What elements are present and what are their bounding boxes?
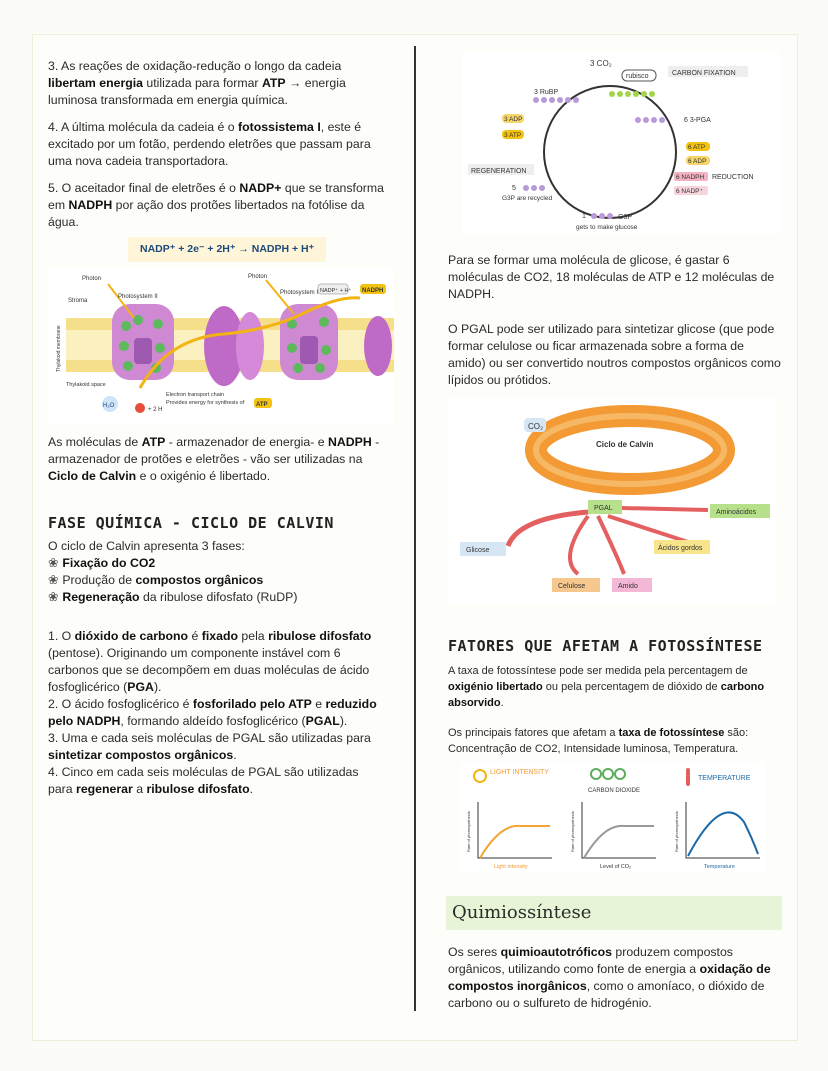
- flower-icon: ❀: [48, 590, 59, 604]
- factors-heading: FATORES QUE AFETAM A FOTOSSÍNTESE: [448, 637, 763, 655]
- atp-badge: ATP: [256, 402, 268, 408]
- light-label: LIGHT INTENSITY: [490, 769, 549, 776]
- temp-label: TEMPERATURE: [698, 775, 751, 782]
- factors-section: [448, 638, 784, 757]
- step-1: 1. O dióxido de carbono é fixado pela ribulose difosfato (pentose). Originando um componente instável com 6 carbonos que se decompõem em duas moléculas de ácido fosfoglicérico (PGA).: [48, 629, 372, 694]
- co2-label: 3 CO₂: [590, 59, 612, 68]
- rubisco-label: rubisco: [626, 73, 649, 80]
- g3p-recycled-count: 5: [512, 185, 516, 192]
- co2-label: CO₂: [528, 422, 544, 431]
- chemosynthesis-section: [448, 944, 784, 1012]
- water-label: H₂O: [103, 403, 115, 409]
- column-divider: [414, 46, 416, 1011]
- step-3: 3. Uma e cada seis moléculas de PGAL são utilizadas para sintetizar compostos orgânicos.: [48, 731, 371, 762]
- stroma-label: Stroma: [68, 298, 88, 304]
- regeneration-label: REGENERATION: [471, 168, 527, 175]
- paragraph-rate: A taxa de fotossíntese pode ser medida pela percentagem de oxigénio libertado ou pela percentagem de dióxido de carbono absorvido.: [448, 665, 765, 709]
- thylakoid-space-label: Thylakoid space: [66, 382, 106, 388]
- paragraph-pgal: O PGAL pode ser utilizado para sintetizar glicose (que pode formar celulose ou ficar armazenada sobre a forma de amido) ou ser convertido noutros compostos orgânicos como lípidos ou prótidos.: [448, 322, 781, 387]
- phase-item: ❀ Regeneração da ribulose difosfato (RuDP): [48, 590, 298, 604]
- paragraph-glucose: Para se formar uma molécula de glicose, é gastar 6 moléculas de CO2, 18 moléculas de ATP e 12 moléculas de NADPH.: [448, 253, 775, 301]
- phase-item: ❀ Fixação do CO2: [48, 556, 156, 570]
- amino-box: Aminoácidos: [716, 509, 757, 516]
- step-4: 4. Cinco em cada seis moléculas de PGAL são utilizadas para regenerar a ribulose difosfato.: [48, 765, 359, 796]
- left-column-lower: [48, 434, 384, 798]
- right-column: [448, 252, 784, 389]
- ps2-label: Photosystem II: [118, 294, 158, 300]
- calvin-heading: FASE QUÍMICA - CICLO DE CALVIN: [48, 514, 334, 532]
- photosystem-ii-complex: [112, 304, 174, 380]
- chemosynthesis-heading: Quimiossíntese: [446, 896, 782, 930]
- thermometer-icon: [686, 768, 690, 786]
- adp-out-label: 6 ADP: [688, 158, 707, 165]
- acidos-box: Ácidos gordos: [658, 545, 703, 552]
- fixation-label: CARBON FIXATION: [672, 70, 736, 77]
- calvin-cycle-figure: [462, 52, 780, 234]
- glicose-box: Glicose: [466, 547, 490, 554]
- pga-label: 6 3-PGA: [684, 117, 711, 124]
- ylabel-1: Rate of photosynthesis: [466, 811, 471, 852]
- nadph-badge: NADPH: [362, 288, 384, 294]
- pgal-box: PGAL: [594, 505, 613, 512]
- amido-box: Amido: [618, 583, 638, 590]
- paragraph-factors: Os principais fatores que afetam a taxa de fotossíntese são: Concentração de CO2, Intensidade luminosa, Temperatura.: [448, 727, 749, 755]
- celulose-box: Celulose: [558, 583, 586, 590]
- paragraph-atp-nadph: As moléculas de ATP - armazenador de energia- e NADPH - armazenador de protões e eletrões - vão ser utilizadas na Ciclo de Calvin e o oxigénio é libertado.: [48, 435, 380, 483]
- calvin-intro: O ciclo de Calvin apresenta 3 fases:: [48, 539, 245, 553]
- phase-item: ❀ Produção de compostos orgânicos: [48, 573, 264, 587]
- factors-graphs: [460, 762, 766, 872]
- atp-label: 3 ATP: [504, 132, 522, 139]
- g3p-out-count: 1: [582, 213, 586, 220]
- xlabel-3: Temperature: [704, 864, 735, 870]
- nadph-equation: NADP⁺ + 2e⁻ + 2H⁺ → NADPH + H⁺: [128, 237, 326, 262]
- photosystem-i-complex: [280, 304, 338, 380]
- ylabel-3: Rate of photosynthesis: [674, 811, 679, 852]
- xlabel-1: Light intensity: [494, 864, 528, 870]
- paragraph-redox: 3. As reações de oxidação-redução o longo da cadeia libertam energia utilizada para formar ATP → energia luminosa transformada em energia química.: [48, 59, 346, 107]
- adp-label: 3 ADP: [504, 116, 523, 123]
- left-column: [48, 58, 384, 262]
- ylabel-2: Rate of photosynthesis: [570, 811, 575, 852]
- thylakoid-membrane-figure: [48, 268, 394, 424]
- co2-factor-label: CARBON DIOXIDE: [588, 788, 641, 794]
- reduction-label: REDUCTION: [712, 174, 754, 181]
- paragraph-chemosynthesis: Os seres quimioautotróficos produzem compostos orgânicos, utilizando como fonte de energia a oxidação de compostos inorgânicos, como o amoníaco, o dióxido de carbono ou o sulfureto de hidrogénio.: [448, 945, 771, 1010]
- ps1-label: Photosystem I: [280, 290, 319, 296]
- flower-icon: ❀: [48, 556, 59, 570]
- cytochrome-complex: [204, 306, 264, 386]
- step-2: 2. O ácido fosfoglicérico é fosforilado pelo ATP e reduzido pelo NADPH, formando aldeído fosfoglicérico (PGAL).: [48, 697, 377, 728]
- h-label: + 2 H: [148, 407, 163, 413]
- nadp-label: 6 NADP⁺: [676, 188, 703, 195]
- photon-label-2: Photon: [248, 274, 268, 280]
- flower-icon: ❀: [48, 573, 59, 587]
- rubp-label: 3 RuBP: [534, 89, 559, 96]
- thylakoid-membrane-label: Thylakoid membrane: [56, 325, 62, 372]
- xlabel-2: Level of CO₂: [600, 864, 632, 870]
- calvin-products-figure: [448, 398, 776, 604]
- nadp-label: NADP⁺ + H⁺: [320, 288, 352, 294]
- paragraph-photosystem: 4. A última molécula da cadeia é o fotossistema I, este é excitado por um fotão, perdendo eletrões que passam para uma nova cadeia transportadora.: [48, 120, 371, 168]
- etc-provides-label: Provides energy for synthesis of: [166, 400, 245, 406]
- nadph-label: 6 NADPH: [676, 174, 705, 181]
- photon-label-1: Photon: [82, 276, 102, 282]
- g3p-out-label: G3P: [618, 214, 633, 221]
- etc-label: Electron transport chain: [166, 392, 225, 398]
- glucose-label: gets to make glucose: [576, 224, 638, 231]
- g3p-recycled-label: G3P are recycled: [502, 195, 553, 202]
- cycle-label: Ciclo de Calvin: [596, 440, 654, 449]
- paragraph-acceptor: 5. O aceitador final de eletrões é o NADP+ que se transforma em NADPH por ação dos protões libertados na fotólise da água.: [48, 181, 384, 229]
- atp-in-label: 6 ATP: [688, 144, 706, 151]
